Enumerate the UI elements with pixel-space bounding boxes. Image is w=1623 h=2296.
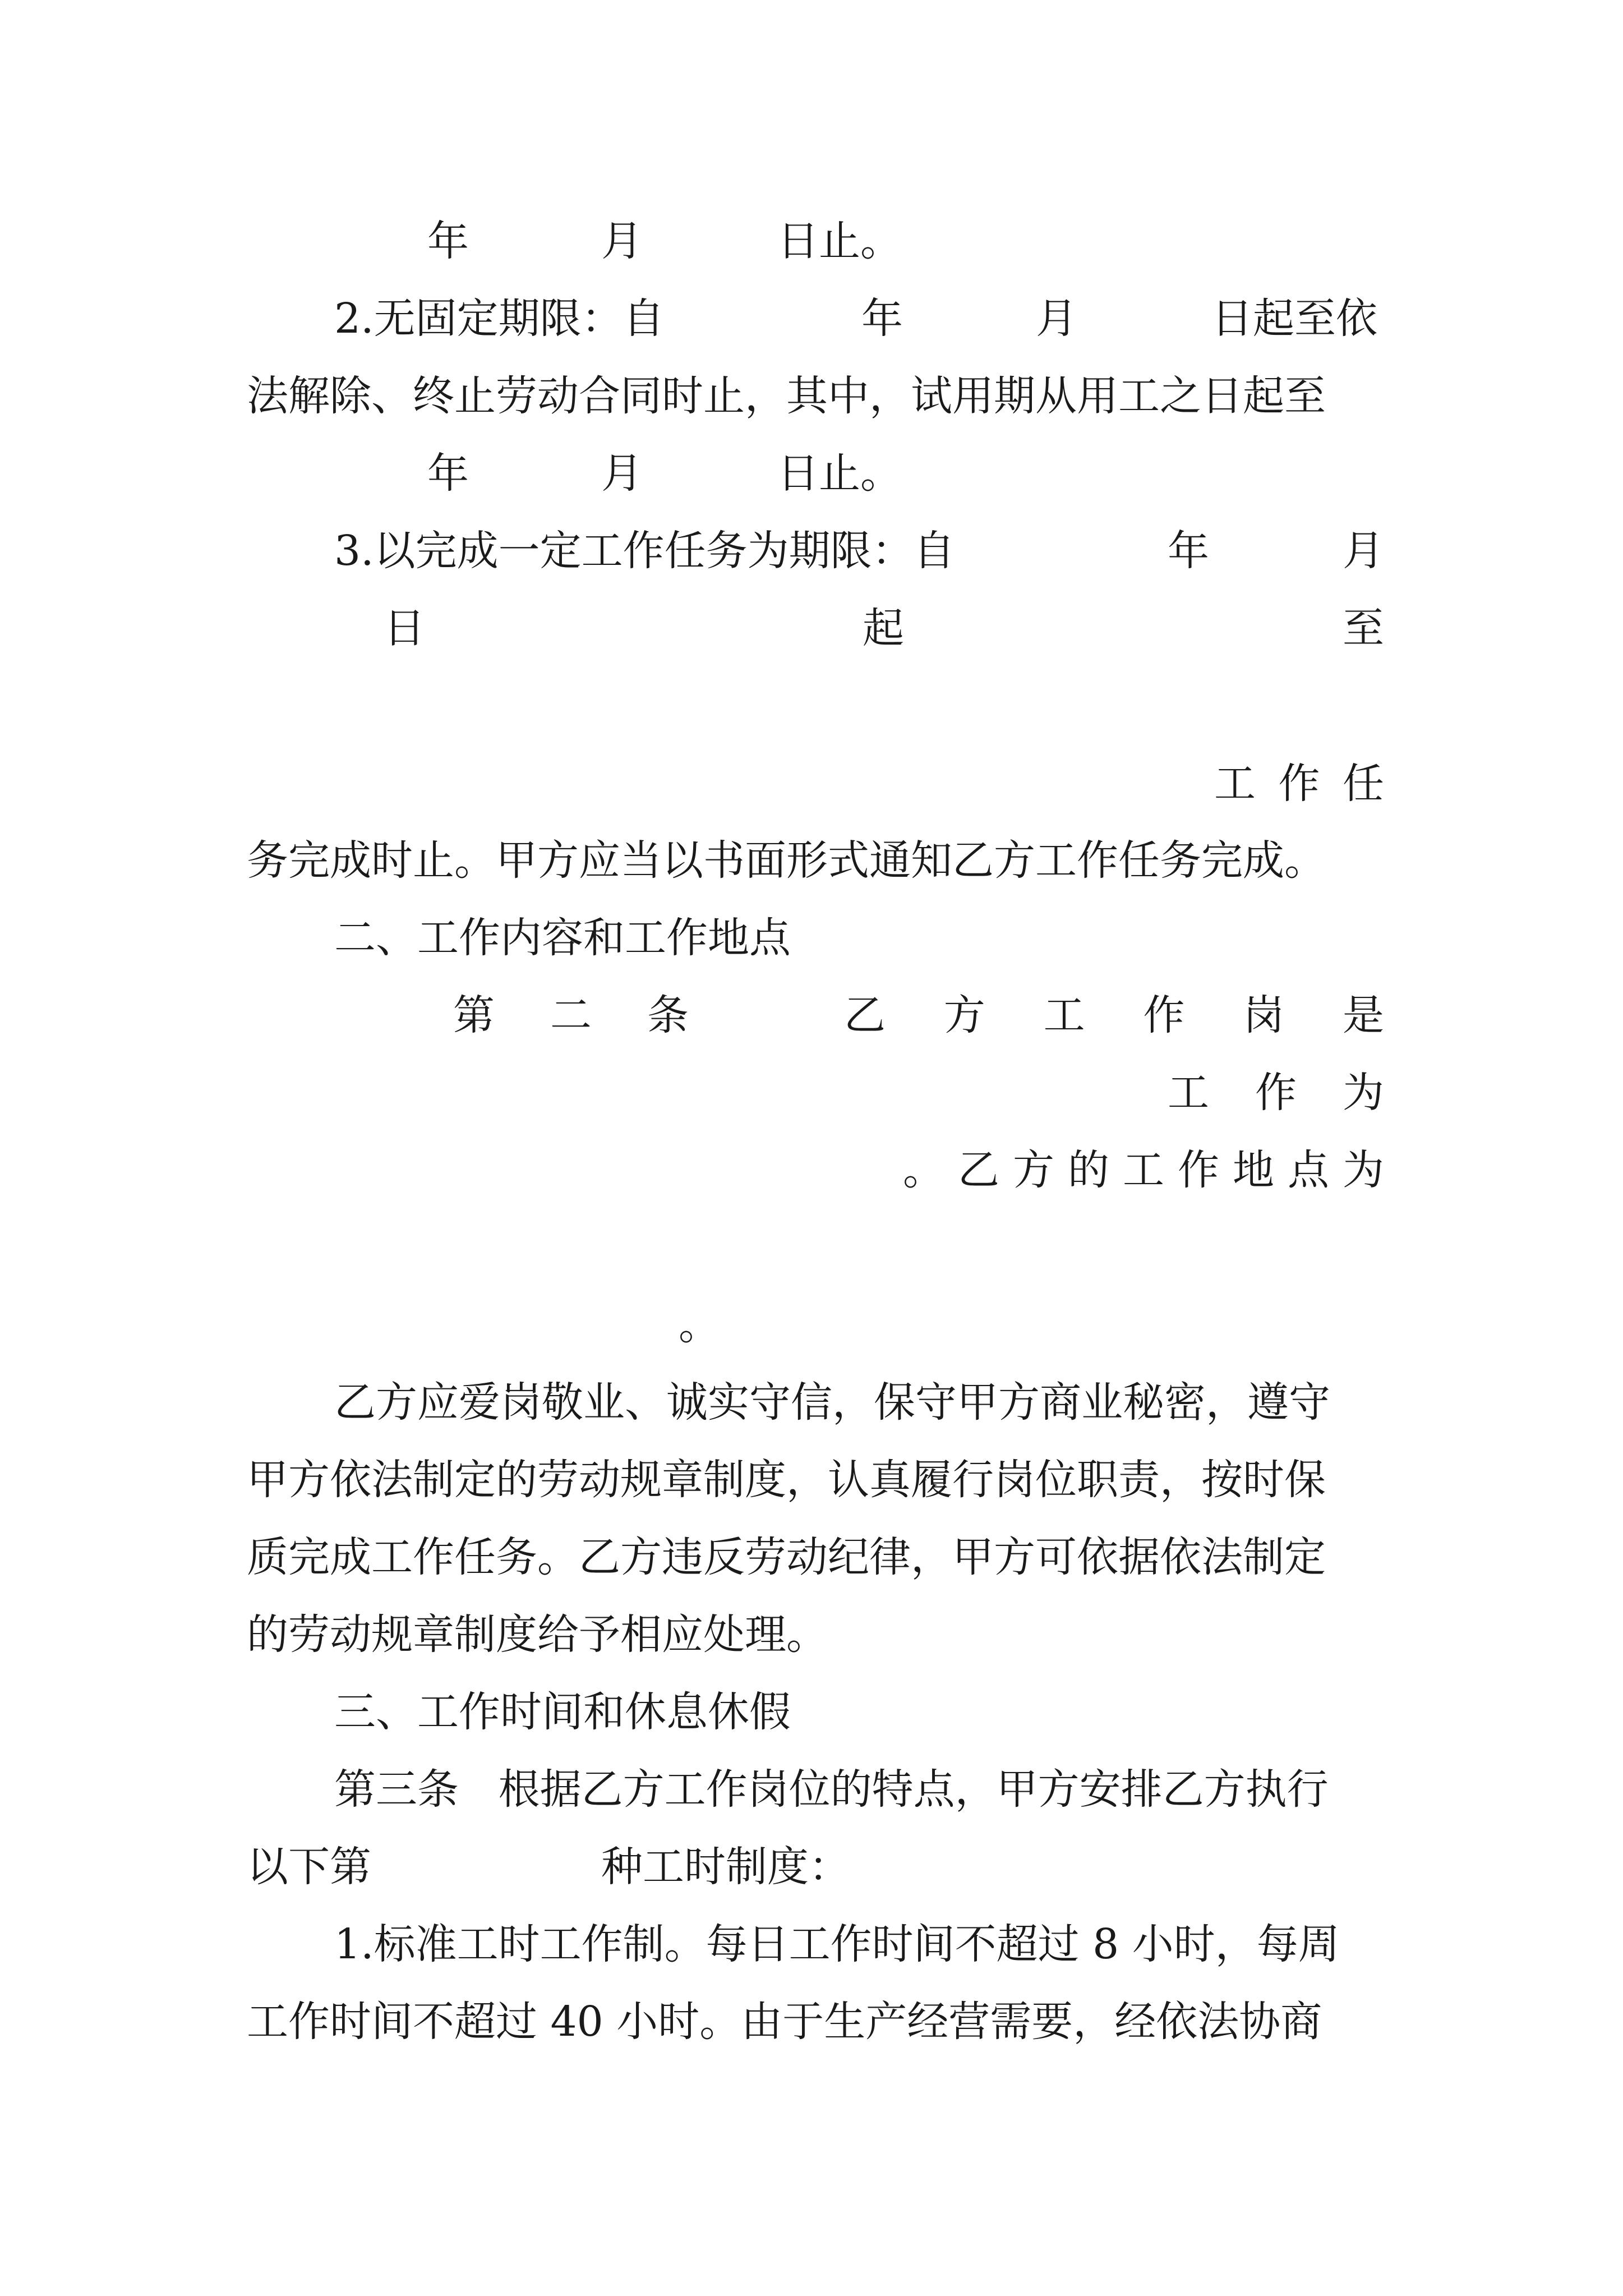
line-12-char-4: 的 — [1068, 1146, 1109, 1194]
line-07-char-3: 任 — [1343, 760, 1384, 808]
line-10-char-4: 乙 — [844, 991, 886, 1039]
line-04-day: 日止。 — [777, 449, 902, 498]
line-01-day: 日止。 — [777, 217, 902, 265]
line-01-year: 年 — [427, 217, 469, 265]
line-12-char-8: 点 — [1288, 1146, 1329, 1194]
section-heading-3: 三、工作时间和休息休假 — [334, 1688, 791, 1736]
line-02-year: 年 — [861, 295, 903, 343]
line-20-text-b: 种工时制度： — [601, 1843, 850, 1891]
line-11-char-3: 为 — [1343, 1069, 1384, 1117]
line-13-period: 。 — [679, 1301, 720, 1349]
line-05-text: 3.以完成一定工作任务为期限：自 — [334, 527, 955, 575]
line-10-char-7: 作 — [1143, 991, 1185, 1039]
line-12-char-2: 乙 — [958, 1146, 999, 1194]
line-02-text: 2.无固定期限：自 — [334, 295, 665, 343]
line-10-char-6: 工 — [1043, 991, 1085, 1039]
line-12-char-9: 为 — [1343, 1146, 1384, 1194]
line-04-year: 年 — [427, 449, 469, 498]
line-20-text: 以下第 — [247, 1843, 371, 1891]
line-10-char-5: 方 — [943, 991, 985, 1039]
line-07-spaced — [1214, 760, 1384, 808]
line-06-day: 日 — [384, 604, 425, 652]
line-14-text: 乙方应爱岗敬业、诚实守信，保守甲方商业秘密，遵守 — [334, 1378, 1330, 1427]
line-10-char-8: 岗 — [1243, 991, 1285, 1039]
section-heading-2: 二、工作内容和工作地点 — [334, 914, 791, 962]
line-19-text: 第三条 根据乙方工作岗位的特点，甲方安排乙方执行 — [334, 1765, 1329, 1814]
line-10-spaced — [844, 991, 1384, 1039]
line-10-char-1: 第 — [453, 991, 495, 1039]
line-06-from: 起 — [863, 604, 904, 652]
line-06-to: 至 — [1343, 604, 1384, 652]
line-17-text: 的劳动规章制度给予相应处理。 — [247, 1611, 828, 1659]
line-04-month: 月 — [601, 449, 643, 498]
line-12-spaced — [903, 1146, 1384, 1194]
line-10-article — [453, 991, 689, 1039]
line-16-text: 质完成工作任务。乙方违反劳动纪律，甲方可依据依法制定 — [247, 1533, 1326, 1581]
line-12-char-5: 工 — [1123, 1146, 1164, 1194]
line-10-char-3: 条 — [647, 991, 689, 1039]
line-05-month: 月 — [1343, 527, 1384, 575]
line-07-char-2: 作 — [1278, 760, 1320, 808]
line-21-text: 1.标准工时工作制。每日工作时间不超过 8 小时，每周 — [334, 1920, 1340, 1968]
line-02-day: 日起至依 — [1211, 295, 1377, 343]
line-11-spaced — [1168, 1069, 1384, 1117]
line-22-text: 工作时间不超过 40 小时。由于生产经营需要，经依法协商 — [247, 1998, 1322, 2046]
line-10-char-9: 是 — [1342, 991, 1384, 1039]
line-10-char-2: 二 — [550, 991, 592, 1039]
line-12-char-7: 地 — [1233, 1146, 1274, 1194]
line-03-text: 法解除、终止劳动合同时止，其中，试用期从用工之日起至 — [247, 372, 1326, 420]
line-01-month: 月 — [601, 217, 643, 265]
line-11-char-2: 作 — [1255, 1069, 1297, 1117]
line-05-year: 年 — [1168, 527, 1209, 575]
line-11-char-1: 工 — [1168, 1069, 1209, 1117]
line-07-char-1: 工 — [1214, 760, 1256, 808]
line-02-month: 月 — [1036, 295, 1077, 343]
line-12-char-6: 作 — [1178, 1146, 1219, 1194]
line-15-text: 甲方依法制定的劳动规章制度，认真履行岗位职责，按时保 — [247, 1456, 1326, 1504]
line-08-text: 务完成时止。甲方应当以书面形式通知乙方工作任务完成。 — [247, 836, 1326, 885]
line-12-char-1: 。 — [903, 1146, 944, 1194]
line-12-char-3: 方 — [1013, 1146, 1054, 1194]
